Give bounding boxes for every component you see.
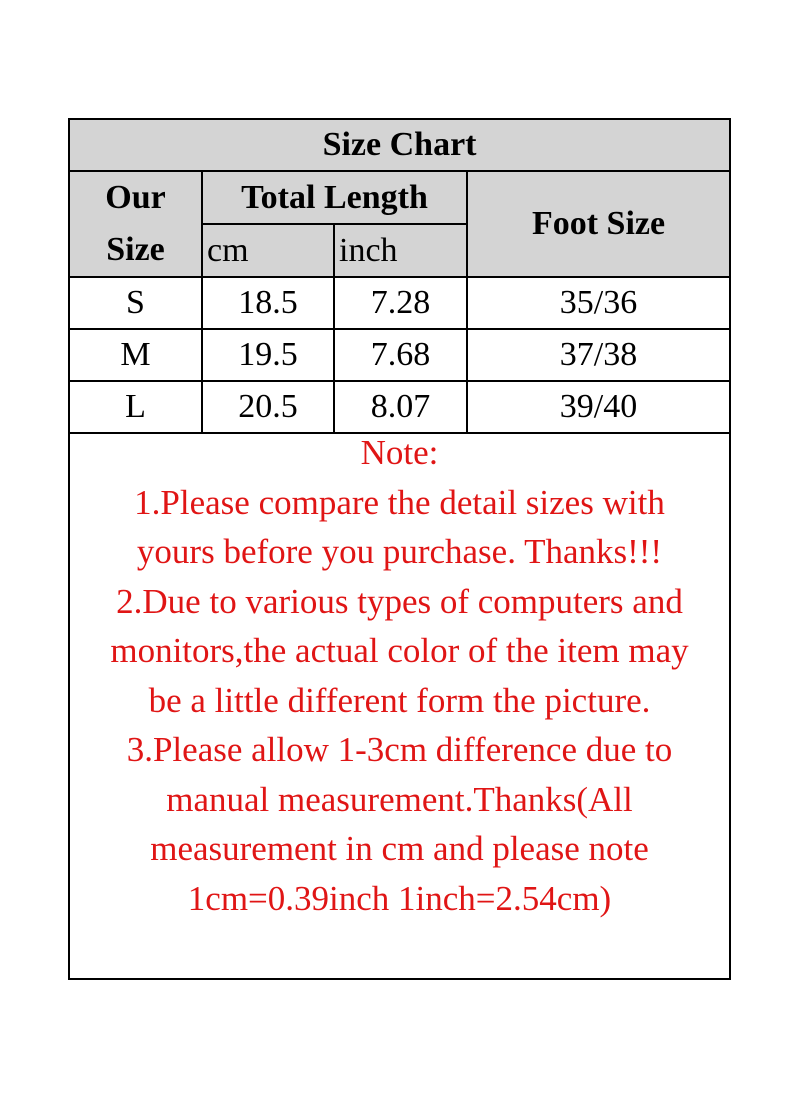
note-line: 3.Please allow 1-3cm difference due to xyxy=(126,730,673,769)
foot-size-cell: 37/38 xyxy=(467,329,729,381)
size-cell: M xyxy=(70,329,202,381)
note-line: 1cm=0.39inch 1inch=2.54cm) xyxy=(187,878,612,918)
cm-header: cm xyxy=(202,224,334,277)
note-line: monitors,the actual color of the item may xyxy=(110,631,689,670)
cm-cell: 19.5 xyxy=(202,329,334,381)
size-cell: L xyxy=(70,381,202,433)
note-heading: Note: xyxy=(360,433,439,472)
cm-cell: 18.5 xyxy=(202,277,334,329)
inch-cell: 7.28 xyxy=(334,277,467,329)
cm-cell: 20.5 xyxy=(202,381,334,433)
size-chart-title: Size Chart xyxy=(70,120,729,171)
note-line: 1.Please compare the detail sizes with xyxy=(134,482,665,522)
inch-cell: 8.07 xyxy=(334,381,467,433)
note-line: 2.Due to various types of computers and xyxy=(116,581,683,621)
foot-size-cell: 39/40 xyxy=(467,381,729,433)
foot-size-cell: 35/36 xyxy=(467,277,729,329)
our-size-header-line1: Our xyxy=(105,179,166,216)
foot-size-header: Foot Size xyxy=(467,171,729,277)
table-row xyxy=(70,277,729,329)
note-line: measurement in cm and please note xyxy=(150,829,649,868)
size-cell: S xyxy=(70,277,202,329)
table-row xyxy=(70,329,729,381)
total-length-header: Total Length xyxy=(202,171,467,224)
our-size-header-line2: Size xyxy=(106,231,165,268)
our-size-header xyxy=(70,171,202,277)
table-row xyxy=(70,381,729,433)
note-section xyxy=(70,428,729,923)
size-chart-frame xyxy=(68,118,731,980)
note-line: yours before you purchase. Thanks!!! xyxy=(136,532,663,571)
inch-cell: 7.68 xyxy=(334,329,467,381)
inch-header: inch xyxy=(334,224,467,277)
note-line: be a little different form the picture. xyxy=(148,680,651,720)
note-line: manual measurement.Thanks(All xyxy=(166,779,633,819)
size-chart-table xyxy=(70,120,729,434)
